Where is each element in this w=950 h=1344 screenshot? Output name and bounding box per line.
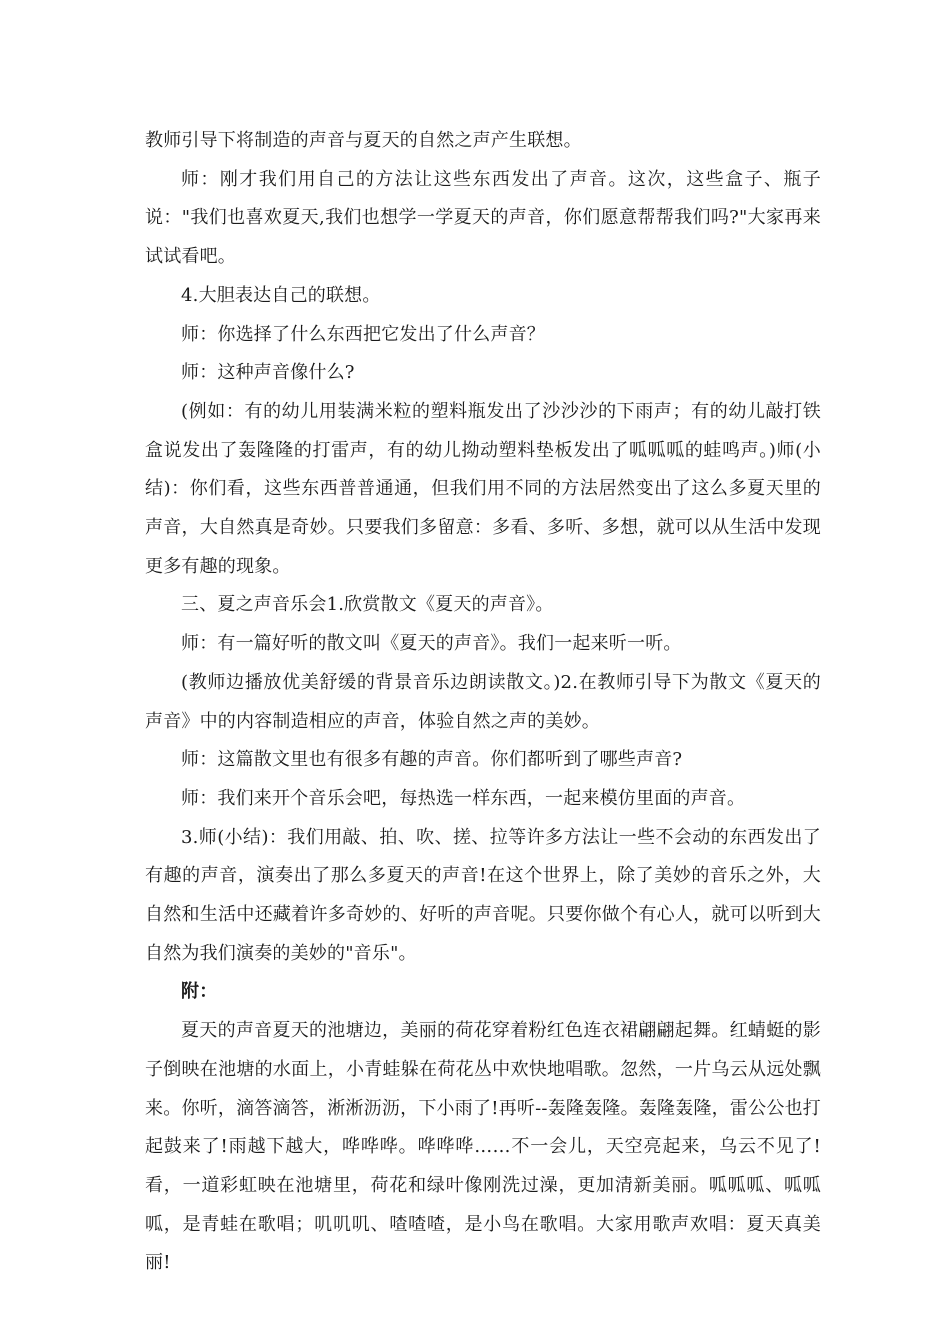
paragraph-step-3-summary: 3.师(小结)：我们用敲、拍、吹、搓、拉等许多方法让一些不会动的东西发出了有趣的声音，演奏出了那么多夏天的声音!在这个世界上，除了美妙的音乐之外，大自然和生活中还藏着许多奇妙的、好听的声音呢。只要你做个有心人，就可以听到大自然为我们演奏的美妙的"音乐"。 — [145, 826, 821, 964]
paragraph-continuation: 教师引导下将制造的声音与夏天的自然之声产生联想。 — [145, 130, 582, 151]
paragraph-section-3-heading: 三、夏之声音乐会1.欣赏散文《夏天的声音》。 — [181, 594, 554, 616]
paragraph-teacher-boxes-bottles: 师：刚才我们用自己的方法让这些东西发出了声音。这次，这些盒子、瓶子说："我们也喜欢夏天,我们也想学一学夏天的声音，你们愿意帮帮我们吗?"大家再来试试看吧。 — [145, 168, 821, 268]
paragraph-reading-step-2: (教师边播放优美舒缓的背景音乐边朗读散文。)2.在教师引导下为散文《夏天的声音》中的内容制造相应的声音，体验自然之声的美妙。 — [145, 671, 821, 732]
appendix-heading: 附： — [181, 981, 218, 1003]
paragraph-examples-summary: (例如：有的幼儿用装满米粒的塑料瓶发出了沙沙沙的下雨声；有的幼儿敲打铁盒说发出了轰隆隆的打雷声，有的幼儿拗动塑料垫板发出了呱呱呱的蛙鸣声。)师(小结)：你们看，这些东西普普通通，但我们用不同的方法居然变出了这么多夏天里的声音，大自然真是奇妙。只要我们多留意：多看、多听、多想，就可以从生活中发现更多有趣的现象。 — [145, 400, 821, 577]
paragraph-teacher-concert: 师：我们来开个音乐会吧，每热选一样东西，一起来模仿里面的声音。 — [181, 787, 746, 809]
paragraph-appendix-prose: 夏天的声音夏天的池塘边，美丽的荷花穿着粉红色连衣裙翩翩起舞。红蜻蜓的影子倒映在池塘的水面上，小青蛙躲在荷花丛中欢快地唱歌。忽然，一片乌云从远处飘来。你听，滴答滴答，淅淅沥沥，下小雨了!再听--轰隆轰隆。轰隆轰隆，雷公公也打起鼓来了!雨越下越大，哗哗哗。哗哗哗……不一会儿，天空亮起来，乌云不见了!看，一道彩虹映在池塘里，荷花和绿叶像刚洗过澡，更加清新美丽。呱呱呱、呱呱呱，是青蛙在歌唱；叽叽叽、喳喳喳，是小鸟在歌唱。大家用歌声欢唱：夏天真美丽! — [145, 1020, 821, 1274]
paragraph-step-4: 4.大胆表达自己的联想。 — [181, 284, 381, 306]
paragraph-teacher-question-3: 师：这篇散文里也有很多有趣的声音。你们都听到了哪些声音? — [181, 749, 683, 771]
paragraph-teacher-question-1: 师：你选择了什么东西把它发出了什么声音？ — [181, 323, 545, 345]
paragraph-teacher-prose-intro: 师：有一篇好听的散文叫《夏天的声音》。我们一起来听一听。 — [181, 633, 682, 655]
document-body — [145, 122, 821, 1283]
paragraph-teacher-question-2: 师：这种声音像什么? — [181, 362, 355, 384]
